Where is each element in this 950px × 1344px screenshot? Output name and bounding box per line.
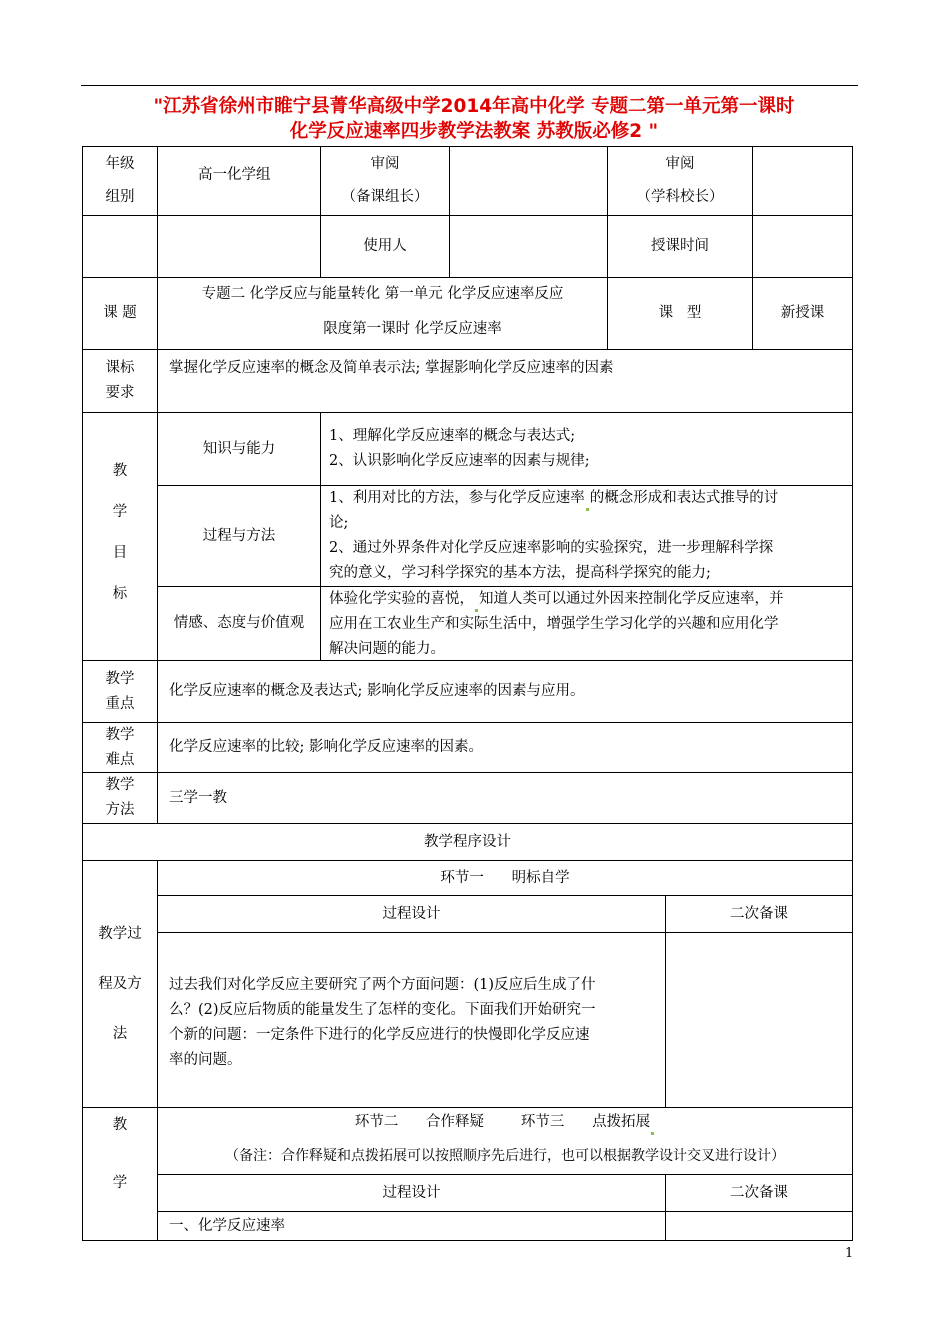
empty-cell <box>82 215 158 278</box>
key-points-label <box>82 660 158 723</box>
standard-label <box>82 349 158 413</box>
difficulties-label-2: 难点 <box>105 751 135 768</box>
process-line: 究的意义，学习科学探究的基本方法，提高科学探究的能力; <box>329 565 711 581</box>
stage1-design-content <box>157 932 666 1108</box>
grade-label: 年级 <box>105 156 135 172</box>
key-points-label-1: 教学 <box>105 670 135 687</box>
stage1-prep-header: 二次备课 <box>665 895 853 933</box>
stage1-prep-content <box>665 932 853 1108</box>
group-value: 高一化学组 <box>157 146 321 216</box>
stage1-text-line: 个新的问题：一定条件下进行的化学反应进行的快慢即化学反应速 <box>169 1027 590 1043</box>
method-value: 三学一教 <box>157 772 853 824</box>
page-number: 1 <box>845 1246 854 1261</box>
process-value <box>320 485 853 587</box>
emotion-line: 解决问题的能力。 <box>329 641 445 657</box>
user-value <box>449 215 608 278</box>
emotion-line: 知道人类可以通过外因来控制化学反应速率，并 <box>479 591 784 607</box>
standard-value: 掌握化学反应速率的概念及简单表示法; 掌握影响化学反应速率的因素 <box>157 349 853 413</box>
process-line: 1、利用对比的方法，参与化学反应速率 <box>329 490 585 506</box>
title-line-2: 化学反应速率四步教学法教案 苏教版必修2 " <box>289 121 659 142</box>
process-label: 过程与方法 <box>157 485 321 587</box>
review2-value <box>752 146 853 216</box>
key-points-label-2: 重点 <box>105 695 135 712</box>
stage2-label-line: 学 <box>112 1175 128 1191</box>
review-value <box>449 146 608 216</box>
group-label: 组别 <box>105 189 135 205</box>
stage1-text-line: 率的问题。 <box>169 1052 242 1068</box>
difficulties-label-1: 教学 <box>105 726 135 743</box>
type-label: 课 型 <box>607 277 753 350</box>
time-label: 授课时间 <box>607 215 753 278</box>
stage1-design-header: 过程设计 <box>157 895 666 933</box>
emotion-label: 情感、态度与价值观 <box>157 586 321 661</box>
knowledge-value <box>320 412 853 486</box>
knowledge-line: 1、理解化学反应速率的概念与表达式; <box>329 428 576 444</box>
review2-title: 审阅 <box>665 156 695 172</box>
stage1-label <box>82 860 158 1108</box>
stage2-label-line: 教 <box>112 1117 128 1133</box>
objectives-char: 标 <box>112 586 128 602</box>
standard-label-1: 课标 <box>105 360 135 376</box>
stage2-heading-text: 环节二 合作释疑 环节三 点拨拓展 <box>354 1114 651 1130</box>
stage1-text-line: 过去我们对化学反应主要研究了两个方面问题：(1)反应后生成了什 <box>169 977 596 993</box>
mark-dot <box>586 508 589 511</box>
objectives-char: 目 <box>112 545 128 561</box>
mark-dot <box>651 1132 654 1135</box>
stage1-label-line: 程及方 <box>98 976 142 992</box>
topic-line-1: 专题二 化学反应与能量转化 第一单元 化学反应速率反应 <box>201 286 564 302</box>
stage2-design-header: 过程设计 <box>157 1174 666 1212</box>
stage1-heading: 环节一 明标自学 <box>157 860 853 896</box>
empty-cell <box>157 215 321 278</box>
process-line: 的概念形成和表达式推导的讨 <box>589 490 779 506</box>
stage2-prep-header: 二次备课 <box>665 1174 853 1212</box>
emotion-line: 应用在工农业生产和实际生活中，增强学生学习化学的兴趣和应用化学 <box>329 616 779 632</box>
method-label-1: 教学 <box>105 777 135 793</box>
method-label <box>82 772 158 824</box>
review-label <box>320 146 450 216</box>
knowledge-label: 知识与能力 <box>157 412 321 486</box>
program-title: 教学程序设计 <box>82 823 853 861</box>
standard-label-2: 要求 <box>105 385 135 401</box>
review2-role: （学科校长） <box>636 189 724 205</box>
stage1-text-line: 么？(2)反应后物质的能量发生了怎样的变化。下面我们开始研究一 <box>169 1002 596 1018</box>
key-points-value: 化学反应速率的概念及表达式; 影响化学反应速率的因素与应用。 <box>157 660 853 723</box>
emotion-line: 体验化学实验的喜悦， <box>329 591 474 607</box>
review2-label <box>607 146 753 216</box>
grade-group-label <box>82 146 158 216</box>
topic-label: 课 题 <box>82 277 158 350</box>
knowledge-line: 2、认识影响化学反应速率的因素与规律; <box>329 453 590 469</box>
stage2-heading <box>157 1107 853 1175</box>
topic-line-2: 限度第一课时 化学反应速率 <box>323 321 502 337</box>
type-value: 新授课 <box>752 277 853 350</box>
method-label-2: 方法 <box>105 802 135 818</box>
process-line: 2、通过外界条件对化学反应速率影响的实验探究，进一步理解科学探 <box>329 540 774 556</box>
user-label: 使用人 <box>320 215 450 278</box>
title-line-1: "江苏省徐州市睢宁县菁华高级中学2014年高中化学 专题二第一单元第一课时 <box>153 96 795 117</box>
header-rule <box>81 85 858 86</box>
stage2-prep-content <box>665 1211 853 1241</box>
emotion-value <box>320 586 853 661</box>
review-title: 审阅 <box>370 156 400 172</box>
time-value <box>752 215 853 278</box>
stage2-note: （备注：合作释疑和点拨拓展可以按照顺序先后进行，也可以根据教学设计交叉进行设计） <box>225 1148 785 1164</box>
difficulties-label <box>82 722 158 773</box>
objectives-char: 学 <box>112 504 128 520</box>
topic-value <box>157 277 608 350</box>
process-line: 论; <box>329 515 349 531</box>
stage1-label-line: 法 <box>112 1026 128 1042</box>
stage2-label <box>82 1107 158 1241</box>
review-role: （备课组长） <box>341 189 429 205</box>
document-title <box>40 94 908 144</box>
stage2-first-item: 一、化学反应速率 <box>157 1211 666 1241</box>
objectives-char: 教 <box>112 463 128 479</box>
stage1-label-line: 教学过 <box>98 926 142 942</box>
difficulties-value: 化学反应速率的比较; 影响化学反应速率的因素。 <box>157 722 853 773</box>
objectives-label <box>82 412 158 661</box>
